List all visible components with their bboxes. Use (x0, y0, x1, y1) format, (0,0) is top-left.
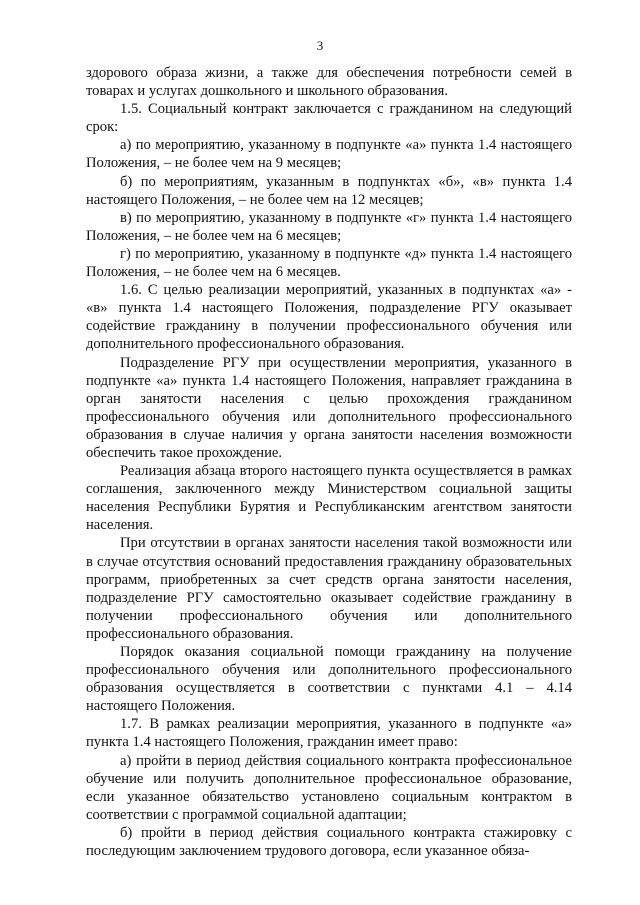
paragraph-1-6-procedure: Порядок оказания социальной помощи гражданину на получение профессионального обучения или дополнительного профессионального образования осуществляется в соответствии с пунктами 4.1 – 4.14 настоящего Положения. (86, 644, 572, 715)
paragraph-1-5-v: в) по мероприятию, указанному в подпункте «г» пункта 1.4 настоящего Положения, – не более чем на 6 месяцев; (86, 209, 572, 244)
paragraph-1-6-direction: Подразделение РГУ при осуществлении мероприятия, указанного в подпункте «а» пункта 1.4 настоящего Положения, направляет гражданина в орган занятости населения с целью прохождения гражданином профессионального обучения или дополнительного профессионального образования в случае наличия у органа занятости населения возможности обеспечить такое прохождение. (86, 354, 572, 461)
paragraph-1-7-b: б) пройти в период действия социального контракта стажировку с последующим заключением трудового договора, если указанное обяза- (86, 824, 572, 860)
paragraph-1-6-absence: При отсутствии в органах занятости населения такой возможности или в случае отсутствия оснований предоставления гражданину образовательных программ, приобретенных за счет средств органа занятости населения, подразделение РГУ самостоятельно оказывает содействие гражданину в получении профессионального обучения или дополнительного профессионального образования. (86, 535, 572, 642)
page-number: 3 (316, 38, 324, 53)
paragraph-1-6: 1.6. С целью реализации мероприятий, указанных в подпунктах «а» - «в» пункта 1.4 настоящего Положения, подразделение РГУ оказывает содействие гражданину в получении профессионального обучения или дополнительного профессионального образования. (86, 282, 572, 353)
paragraph-continuation: здорового образа жизни, а также для обеспечения потребности семей в товарах и услугах дошкольного и школьного образования. (86, 65, 572, 100)
paragraph-1-7: 1.7. В рамках реализации мероприятия, указанного в подпункте «а» пункта 1.4 настоящего Положения, гражданин имеет право: (86, 716, 572, 751)
paragraph-1-5-a: а) по мероприятию, указанному в подпункте «а» пункта 1.4 настоящего Положения, – не более чем на 9 месяцев; (86, 137, 572, 172)
paragraph-1-6-agreement: Реализация абзаца второго настоящего пункта осуществляется в рамках соглашения, заключенного между Министерством социальной защиты населения Республики Бурятия и Республиканским агентством занятости населения. (86, 463, 572, 534)
paragraph-1-5-g: г) по мероприятию, указанному в подпункте «д» пункта 1.4 настоящего Положения, – не более чем на 6 месяцев. (86, 245, 572, 281)
paragraph-1-5-b: б) по мероприятиям, указанным в подпунктах «б», «в» пункта 1.4 настоящего Положения, – не более чем на 12 месяцев; (86, 173, 572, 208)
paragraph-1-5: 1.5. Социальный контракт заключается с гражданином на следующий срок: (86, 101, 572, 136)
document-body (86, 64, 572, 860)
paragraph-1-7-a: а) пройти в период действия социального контракта профессиональное обучение или получить дополнительное профессиональное образование, если указанное обязательство установлено социальным контрактом в соответствии с программой социальной адаптации; (86, 752, 572, 823)
